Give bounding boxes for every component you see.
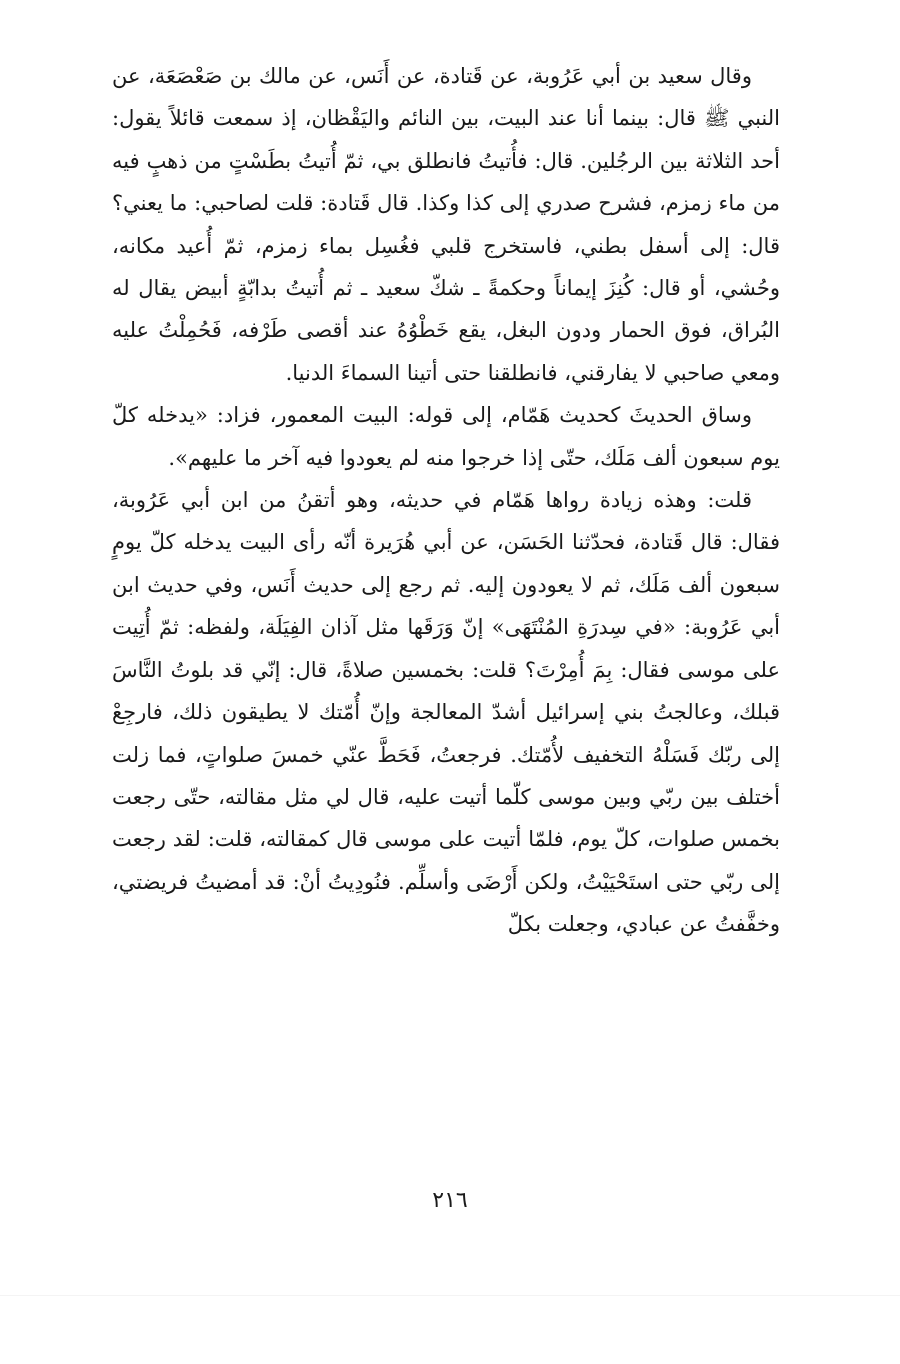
paragraph-3: قلت: وهذه زيادة رواها هَمّام في حديثه، وهو أتقنُ من ابن أبي عَرُوبة، فقال: قال قَتادة، فحدّثنا الحَسَن، عن أبي هُرَيرة أنّه رأى البيت يدخله كلّ يومٍ سبعون ألف مَلَك، ثم لا يعودون إليه. ثم رجع إلى حديث أَنَس، وفي حديث ابن أبي عَرُوبة: «في سِدرَةِ المُنْتَهَى» إنّ وَرَقَها مثل آذان الفِيَلَة، ولفظه: ثمّ أُتِيت على موسى فقال: بِمَ أُمِرْتَ؟ قلت: بخمسين صلاةً، قال: إنّي قد بلوتُ النَّاسَ قبلك، وعالجتُ بني إسرائيل أشدّ المعالجة وإنّ أُمّتك لا يطيقون ذلك، فارجِعْ إلى ربّك فَسَلْهُ التخفيف لأُمّتك. فرجعتُ، فَحَطَّ عنّي خمسَ صلواتٍ، فما زلت أختلف بين ربّي وبين موسى كلّما أتيت عليه، قال لي مثل مقالته، حتّى رجعت بخمس صلوات، كلّ يوم، فلمّا أتيت على موسى قال كمقالته، قلت: لقد رجعت إلى ربّي حتى استَحْيَيْتُ، ولكن أَرْضَى وأسلِّم. فنُودِيتُ أنْ: قد أمضيتُ فريضتي، وخفَّفتُ عن عبادي، وجعلت بكلّ [112, 488, 780, 937]
paragraph-2: وساق الحديثَ كحديث هَمّام، إلى قوله: البيت المعمور، فزاد: «يدخله كلّ يوم سبعون ألف مَلَك، حتّى إذا خرجوا منه لم يعودوا فيه آخر ما عليهم». [112, 403, 780, 470]
page-number: ٢١٦ [432, 1188, 468, 1213]
paragraph-1: وقال سعيد بن أبي عَرُوبة، عن قَتادة، عن أَنَس، عن مالك بن صَعْصَعَة، عن النبي ﷺ قال: بينما أنا عند البيت، بين النائم واليَقْظان، إذ سمعت قائلاً يقول: أحد الثلاثة بين الرجُلين. قال: فأُتيتُ فانطلق بي، ثمّ أُتيتُ بطَسْتٍ من ذهبٍ فيه من ماء زمزم، فشرح صدري إلى كذا وكذا. قال قَتادة: قلت لصاحبي: ما يعني؟ قال: إلى أسفل بطني، فاستخرج قلبي فغُسِل بماء زمزم، ثمّ أُعيد مكانه، وحُشي، أو قال: كُنِزَ إيماناً وحكمةً ـ شكّ سعيد ـ ثم أُتيتُ بدابّةٍ أبيض يقال له البُراق، فوق الحمار ودون البغل، يقع خَطْوُهُ عند أقصى طَرْفه، فَحُمِلْتُ عليه ومعي صاحبي لا يفارقني، فانطلقنا حتى أتينا السماءَ الدنيا. [112, 64, 780, 385]
scan-edge-line [0, 1295, 900, 1296]
body-text [112, 55, 780, 946]
